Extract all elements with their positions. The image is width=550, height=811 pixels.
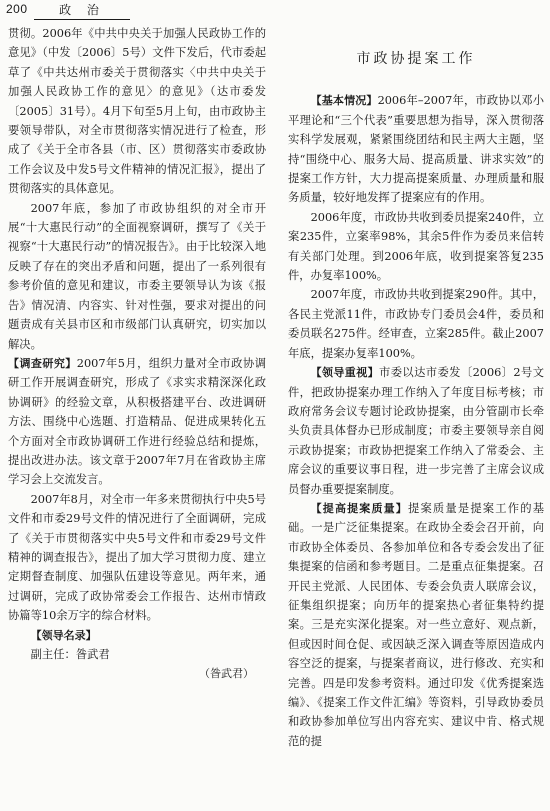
left-paragraph-3: 2007年8月，对全市一年多来贯彻执行中央5号文件和市委29号文件的情况进行了全面调研，完成了《关于市贯彻落实中央5号文件和市委29号文件精神的调查报告》，提出了加大学习贯彻力度、建立定期督查制度、加强队伍建设等意见。两年来，通过调研，完成了政协常委会工作报告、达州市情政协篇等10余万字的综合材料。 — [8, 492, 266, 623]
left-column — [8, 24, 266, 684]
author-signature: （昝武君） — [199, 667, 254, 681]
basic-paragraph — [288, 91, 544, 207]
leaders-tag: 【领导名录】 — [30, 628, 97, 642]
research-paragraph — [8, 354, 266, 490]
left-paragraph-2: 2007年底，参加了市政协组织的对全市开展“十大惠民行动”的全面视察调研，撰写了《关于视察“十大惠民行动”的情况报告》。由于比较深入地反映了存在的突出矛盾和问题，提出了一系列很有参考价值的意见和建议，市委主要领导认为该《报告》情况清、内容实、针对性强，要求对提出的问题责成有关县市区和市级部门认真研究，切实加以解决。 — [8, 201, 266, 351]
left-paragraph-1: 贯彻。2006年《中共中央关于加强人民政协工作的意见》（中发〔2006〕5号）文件下发后，代市委起草了《中共达州市委关于贯彻落实〈中共中央关于加强人民政协工作的意见〉的意见》（达市委发〔2005〕31号）。4月下旬至5月上旬，由市政协主要领导带队，对全市贯彻落实情况进行了检查，形成了《关于全市各县（市、区）贯彻落实市委政协工作会议及中发5号文件精神的情况汇报》，提出了贯彻落实的具体意见。 — [8, 27, 266, 196]
research-tag: 【调查研究】 — [8, 356, 77, 370]
basic-text: 2006年–2007年，市政协以邓小平理论和“三个代表”重要思想为指导，深入贯彻落实科学发展观，紧紧围绕团结和民主两大主题，坚持“围绕中心、服务大局、提高质量、讲求实效”的提案工作方针，大力提高提案质量、办理质量和服务质量，较好地发挥了提案应有的作用。 — [288, 94, 544, 205]
quality-text: 提案质量是提案工作的基础。一是广泛征集提案。在政协全委会召开前，向市政协全体委员、各参加单位和各专委会发出了征集提案的信函和参考题目。二是重点征集提案。召开民主党派、人民团体、专委会负责人联席会议，征集组织提案；向历年的提案热心者征集特约提案。三是充实深化提案。对一些立意好、观点新，但或因时间仓促、或因缺乏深入调查等原因造成内容空泛的提案，与提案者商议，进行修改、充实和完善。四是印发参考资料。通过印发《优秀提案选编》、《提案工作文件汇编》等资料，引导政协委员和政协参加单位写出内容充实、建议中肯、格式规范的提 — [288, 501, 544, 748]
leadership-text: 市委以达市委发〔2006〕2号文件，把政协提案办理工作纳入了年度目标考核；市政府常务会议专题讨论政协提案，由分管副市长牵头负责具体督办已形成制度；市委主要领导亲自阅示政协提案；市政协把提案工作纳入了常委会、主席会议的重要议事日程，进一步完善了主席会议成员督办重要提案制度。 — [288, 366, 544, 496]
paragraph-2006: 2006年度，市政协共收到委员提案240件，立案235件，立案率98%，其余5件作为委员来信转有关部门处理。到2006年底，收到提案答复235件，办复率100%。 — [288, 210, 544, 283]
page-number: 200 — [6, 2, 28, 16]
leaders-heading — [8, 626, 266, 645]
research-text: 2007年5月，组织力量对全市政协调研工作开展调查研究，形成了《求实求精深深化政协调研》的经验文章，从积极搭建平台、改进调研方法、围绕中心选题、打造精品、促进成果转化五个方面对全市政协调研工作进行经验总结和提炼，提出改进办法。该文章于2007年7月在省政协主席学习会上交流发言。 — [8, 356, 266, 487]
right-column — [288, 24, 544, 751]
leadership-tag: 【领导重视】 — [310, 366, 379, 380]
paragraph-2007: 2007年度，市政协共收到提案290件。其中，各民主党派11件，市政协专门委员会4件，委员和委员联名275件。经审查，立案285件。截止2007年底，提案办复率100%。 — [288, 288, 544, 360]
leadership-paragraph — [288, 363, 544, 499]
quality-tag: 【提高提案质量】 — [310, 501, 408, 515]
basic-tag: 【基本情况】 — [310, 94, 378, 108]
leaders-line: 副主任：昝武君 — [30, 648, 110, 661]
running-head: 政 治 — [34, 1, 130, 20]
page-header — [0, 0, 550, 22]
section-title: 市政协提案工作 — [356, 51, 476, 67]
quality-paragraph — [288, 499, 544, 751]
